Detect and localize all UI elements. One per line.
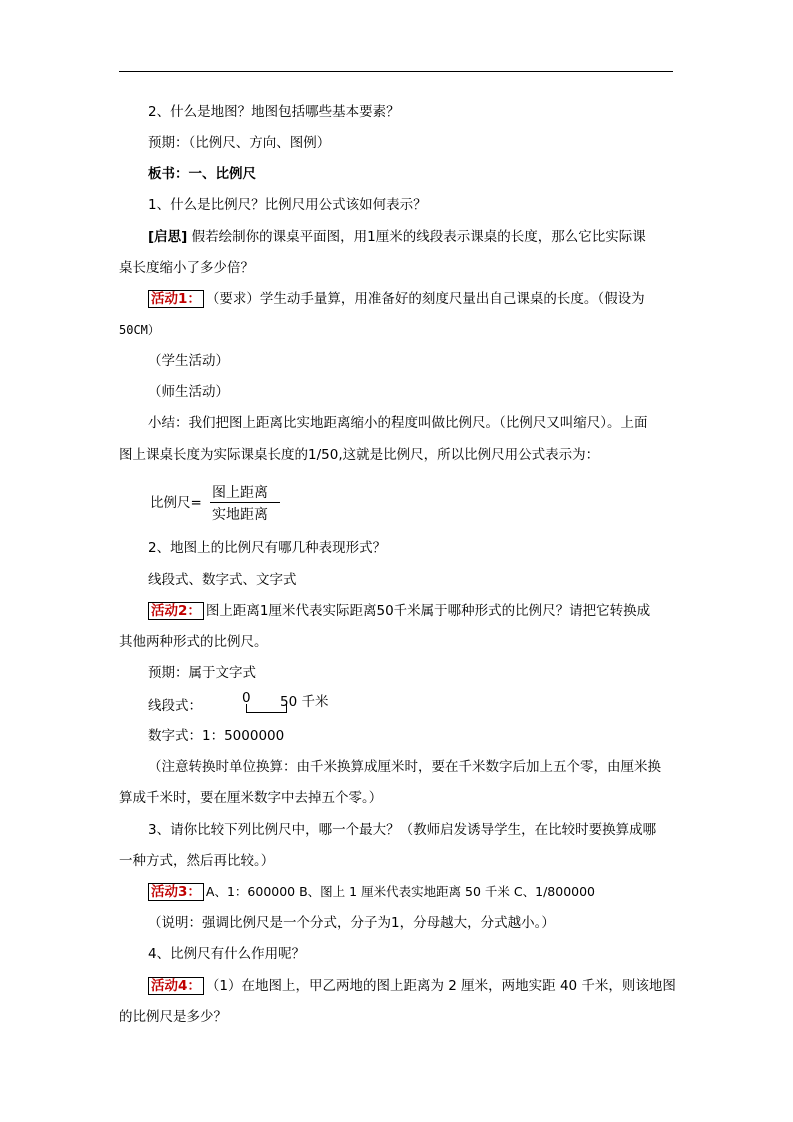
activity-4-label: 活动4： — [148, 977, 204, 995]
question-2b-text: 2、地图上的比例尺有哪几种表现形式？ — [148, 540, 387, 556]
teacher-student-activity-text: （师生活动） — [148, 384, 229, 400]
expected-answer-text: 预期：（比例尺、方向、图例） — [148, 135, 331, 151]
activity-3-paragraph — [148, 883, 595, 901]
activity-2-cont: 其他两种形式的比例尺。 — [119, 634, 268, 650]
conversion-note-cont: 算成千米时，要在厘米数字中去掉五个零。） — [119, 790, 383, 806]
formula-label: 比例尺= — [150, 495, 202, 511]
explanation-text: （说明：强调比例尺是一个分式，分子为1，分母越大，分式越小。） — [148, 915, 555, 931]
question-2-text: 2、什么是地图？地图包括哪些基本要素？ — [148, 104, 400, 120]
inspire-tag: [启思] — [148, 229, 188, 245]
board-heading: 板书：一、比例尺 — [148, 166, 256, 182]
activity-3-text: A、1：600000 B、图上 1 厘米代表实地距离 50 千米 C、1/800000 — [205, 884, 596, 899]
expected-form-text: 预期：属于文字式 — [148, 665, 256, 681]
question-3-cont: 一种方式，然后再比较。） — [119, 853, 275, 869]
activity-1-cont: 50CM） — [119, 323, 160, 337]
formula-denominator: 实地距离 — [212, 507, 268, 523]
activity-2-paragraph — [148, 602, 650, 620]
scale-fifty-km: 50 千米 — [280, 694, 329, 710]
summary-text-cont: 图上课桌长度为实际课桌长度的1/50,这就是比例尺，所以比例尺用公式表示为： — [119, 447, 600, 463]
question-3-text: 3、请你比较下列比例尺中，哪一个最大？（教师启发诱导学生，在比较时要换算成哪 — [148, 822, 657, 838]
activity-2-label: 活动2： — [148, 602, 204, 620]
activity-4-paragraph — [148, 977, 676, 995]
formula-numerator: 图上距离 — [212, 485, 268, 501]
activity-4-text: （1）在地图上，甲乙两地的图上距离为 2 厘米，两地实距 40 千米，则该地图 — [205, 978, 676, 994]
student-activity-text: （学生活动） — [148, 353, 229, 369]
numeric-scale-text: 数字式：1：5000000 — [148, 728, 285, 744]
question-4-text: 4、比例尺有什么作用呢？ — [148, 946, 306, 962]
inspire-text-cont: 桌长度缩小了多少倍？ — [119, 260, 254, 276]
fraction-bar — [210, 502, 280, 503]
header-rule — [119, 71, 673, 72]
inspire-paragraph — [148, 228, 646, 246]
activity-1-label: 活动1： — [148, 290, 204, 308]
activity-1-text: （要求）学生动手量算，用准备好的刻度尺量出自己课桌的长度。（假设为 — [205, 291, 645, 307]
activity-2-text: 图上距离1厘米代表实际距离50千米属于哪种形式的比例尺？请把它转换成 — [205, 603, 651, 619]
scale-forms-text: 线段式、数字式、文字式 — [148, 572, 297, 588]
line-scale-label: 线段式： — [148, 698, 202, 714]
line-scale-figure — [148, 690, 348, 718]
activity-3-label: 活动3： — [148, 883, 204, 901]
scale-zero: 0 — [242, 690, 251, 706]
conversion-note: （注意转换时单位换算：由千米换算成厘米时，要在千米数字后加上五个零，由厘米换 — [148, 759, 661, 775]
summary-text: 小结：我们把图上距离比实地距离缩小的程度叫做比例尺。（比例尺又叫缩尺）。上面 — [148, 415, 648, 431]
activity-4-cont: 的比例尺是多少？ — [119, 1009, 227, 1025]
activity-1-paragraph — [148, 290, 645, 308]
inspire-text: 假若绘制你的课桌平面图，用1厘米的线段表示课桌的长度，那么它比实际课 — [191, 229, 646, 245]
question-1-text: 1、什么是比例尺？比例尺用公式该如何表示？ — [148, 197, 427, 213]
